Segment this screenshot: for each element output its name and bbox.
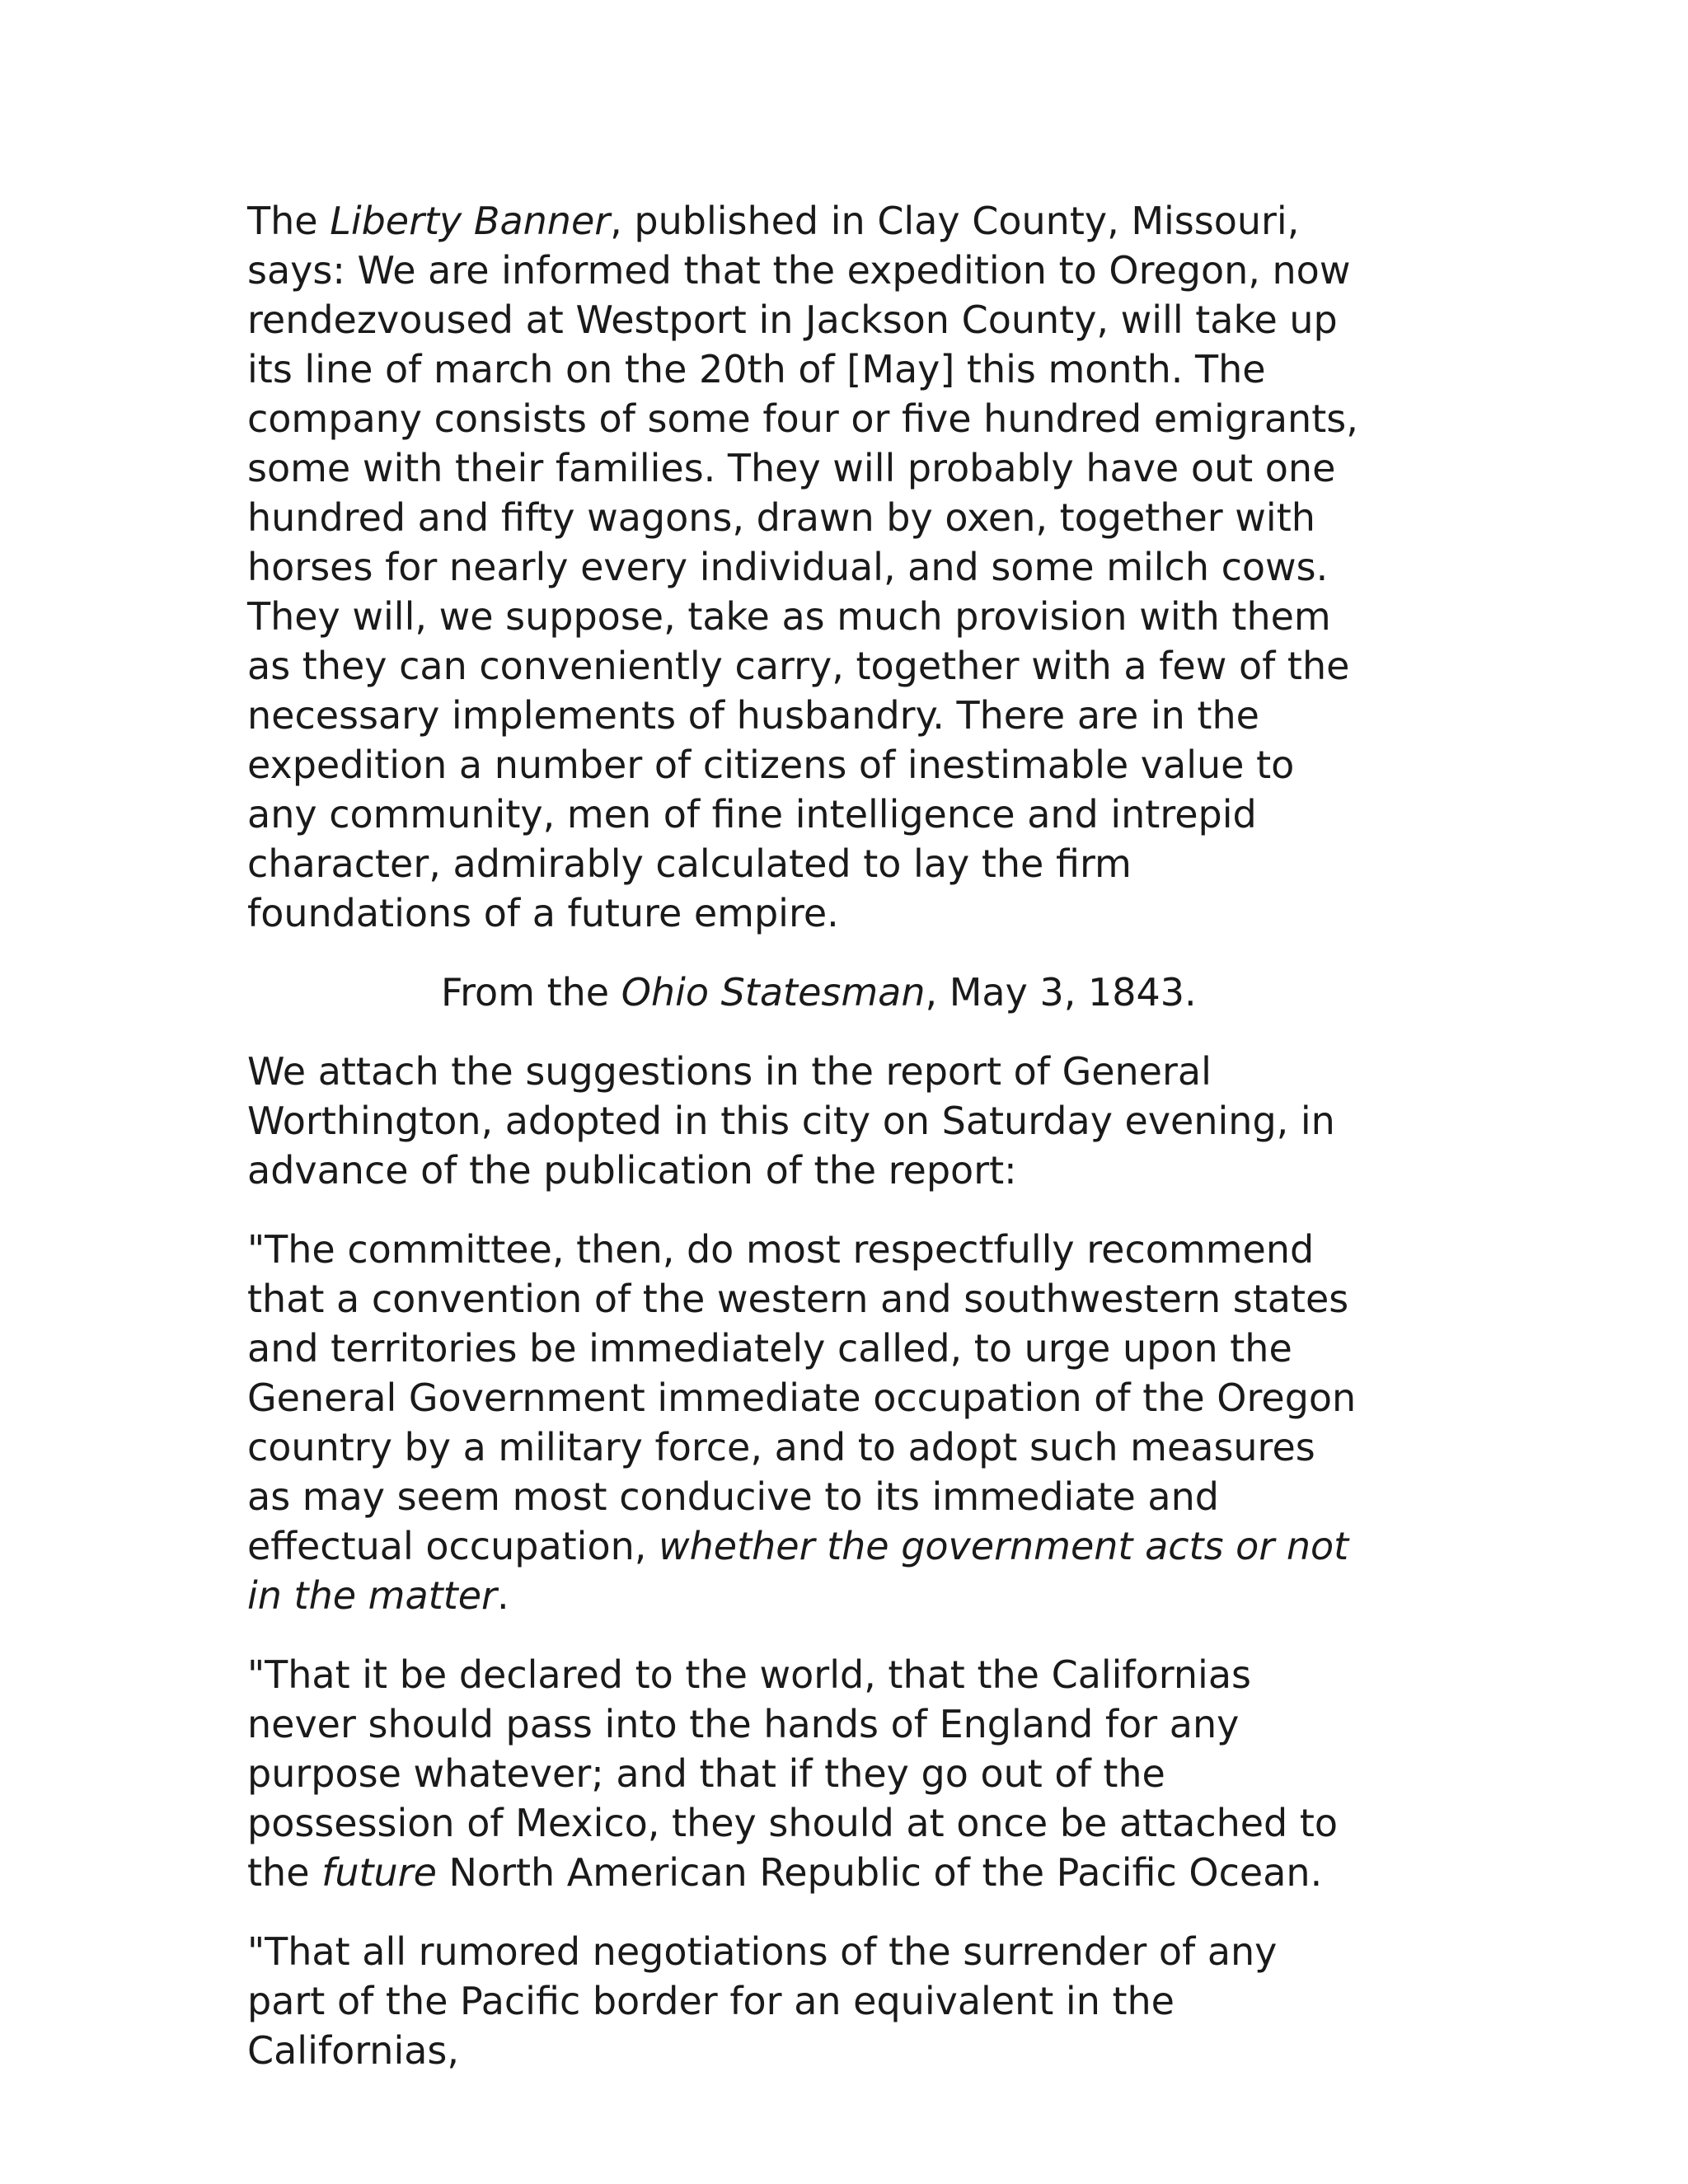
emphasis-text: future <box>321 1850 437 1895</box>
emphasis-text: whether the government acts or not in the matter <box>247 1524 1349 1618</box>
source-attribution <box>247 968 1360 1017</box>
paragraph-liberty-banner <box>247 196 1360 938</box>
text-run: "That it be declared to the world, that the Californias never should pass into the hands of England for any purpose whatever; and that if they go out of the possession of Mexico, they should at once be attached to the <box>247 1652 1339 1895</box>
text-run: North American Republic of the Pacific Ocean. <box>436 1850 1323 1895</box>
paragraph-californias-declaration <box>247 1650 1360 1897</box>
text-run: We attach the suggestions in the report of General Worthington, adopted in this city on Saturday evening, in advance of the publication of the report: <box>247 1049 1335 1193</box>
text-run: . <box>496 1573 509 1618</box>
text-run: "That all rumored negotiations of the surrender of any part of the Pacific border for an equivalent in the Californias, <box>247 1929 1278 2073</box>
newspaper-title: Ohio Statesman <box>621 970 926 1015</box>
text-run: , published in Clay County, Missouri, says: We are informed that the expedition to Oregon, now rendezvoused at Westport in Jackson County, will take up its line of march on the 20th of [May] this month. The company consists of some four or five hundred emigrants, some with their families. They will probably have out one hundred and fifty wagons, drawn by oxen, together with horses for nearly every individual, and some milch cows. They will, we suppose, take as much provision with them as they can conveniently carry, together with a few of the necessary implements of husbandry. There are in the expedition a number of citizens of inestimable value to any community, men of fine intelligence and intrepid character, admirably calculated to lay the firm foundations of a future empire. <box>247 199 1358 935</box>
text-run: The <box>247 199 331 243</box>
newspaper-title: Liberty Banner <box>330 199 611 243</box>
text-run: From the <box>441 970 621 1015</box>
paragraph-committee-recommendation <box>247 1225 1360 1620</box>
paragraph-rumored-negotiations <box>247 1927 1360 2075</box>
document-body <box>247 196 1360 2105</box>
text-run: , May 3, 1843. <box>925 970 1197 1015</box>
paragraph-worthington-intro <box>247 1047 1360 1195</box>
text-run: "The committee, then, do most respectfully recommend that a convention of the western and southwestern states and territories be immediately called, to urge upon the General Government immediate occupation of the Oregon country by a military force, and to adopt such measures as may seem most conducive to its immediate and effectual occupation, <box>247 1227 1357 1568</box>
